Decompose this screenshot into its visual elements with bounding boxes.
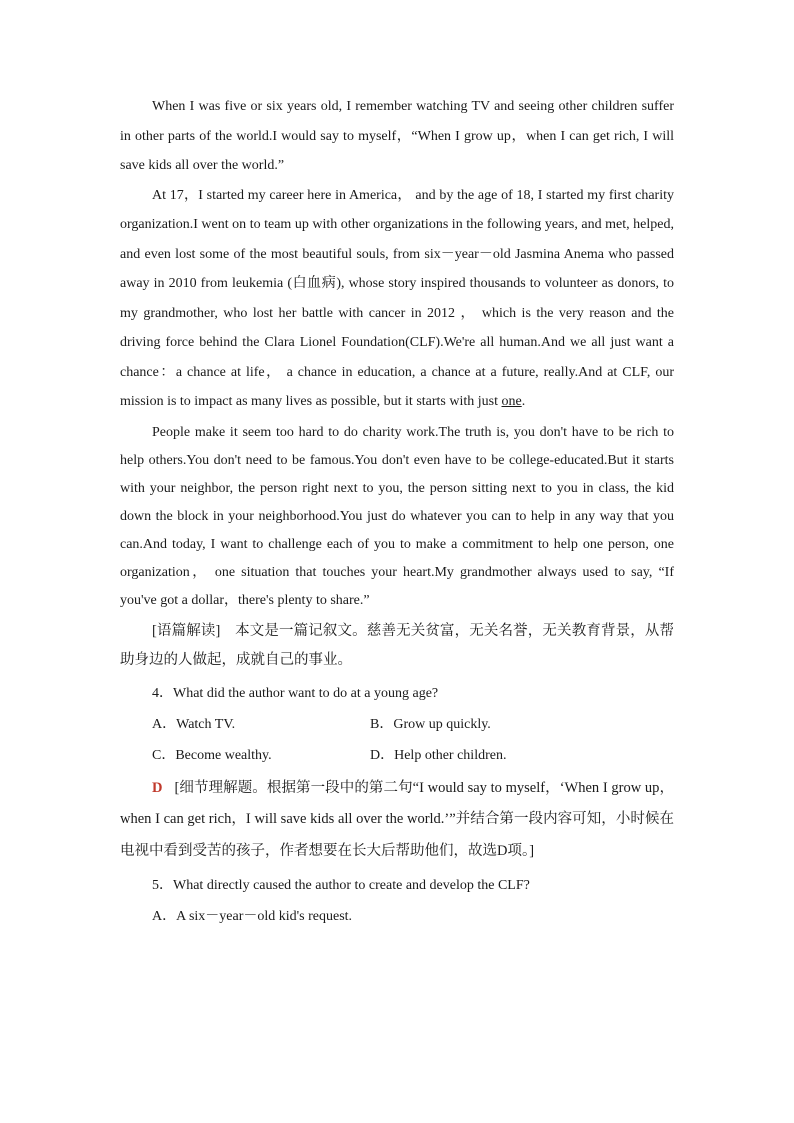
question-4: 4．What did the author want to do at a young age? — [152, 685, 439, 701]
underlined-word-one: one — [501, 394, 522, 409]
q4-answer — [120, 773, 674, 868]
q4-option-c: C．Become wealthy. — [152, 747, 272, 763]
passage-paragraph-2-text: At 17，I started my career here in America， and by the age of 18, I started my first charity organization.I went on to team up with other organizations in the following years, and met, helped, and even lost some of the most beautiful souls, from six－year－old Jasmina Anema who passed away in 2010 from leukemia (白血病), whose story inspired thousands to volunteer as donors, to my grandmother, who lost her battle with cancer in 2012 ， which is the very reason and the driving force behind the Clara Lionel Foundation(CLF).We're all human.And we all just want a chance：a chance at life， a chance in education, a chance at a future, really.And at CLF, our mission is to impact as many lives as possible, but it starts with just — [120, 187, 674, 409]
discourse-analysis: [语篇解读] 本文是一篇记叙文。慈善无关贫富，无关名誉，无关教育背景，从帮助身边的人做起，成就自己的事业。 — [120, 622, 674, 668]
question-5: 5．What directly caused the author to create and develop the CLF? — [152, 878, 530, 893]
passage-paragraph-2 — [120, 181, 674, 417]
q4-answer-letter: D — [152, 779, 163, 796]
q4-option-b: B．Grow up quickly. — [370, 716, 491, 732]
question-4-options — [120, 709, 674, 771]
q4-option-d: D．Help other children. — [370, 747, 507, 763]
q4-option-a: A．Watch TV. — [152, 716, 236, 732]
document-page — [120, 92, 674, 932]
q5-option-a: A．A six－year－old kid's request. — [152, 909, 353, 924]
passage-paragraph-3: People make it seem too hard to do charity work.The truth is, you don't have to be rich to help others.You don't need to be famous.You don't even have to be college-educated.But it starts with your neighbor, the person right next to you, the person sitting next to you in class, the kid down the block in your neighborhood.You just do whatever you can to help in any way that you can.And today, I want to challenge each of you to make a commitment to help one person, one organization， one situation that touches your heart.My grandmother always used to say, “If you've got a dollar，there's plenty to share.” — [120, 424, 674, 608]
passage-paragraph-1: When I was five or six years old, I remember watching TV and seeing other children suffer in other parts of the world.I would say to myself，“When I grow up，when I can get rich, I will save kids all over the world.” — [120, 99, 674, 173]
q4-explanation: [细节理解题。根据第一段中的第二句“I would say to myself，‘When I grow up，when I can get rich，I will save kids all over the world.’”并结合第一段内容可知，小时候在电视中看到受苦的孩子，作者想要在长大后帮助他们，故选D项。] — [120, 779, 674, 859]
passage-paragraph-2-end: . — [521, 394, 526, 409]
